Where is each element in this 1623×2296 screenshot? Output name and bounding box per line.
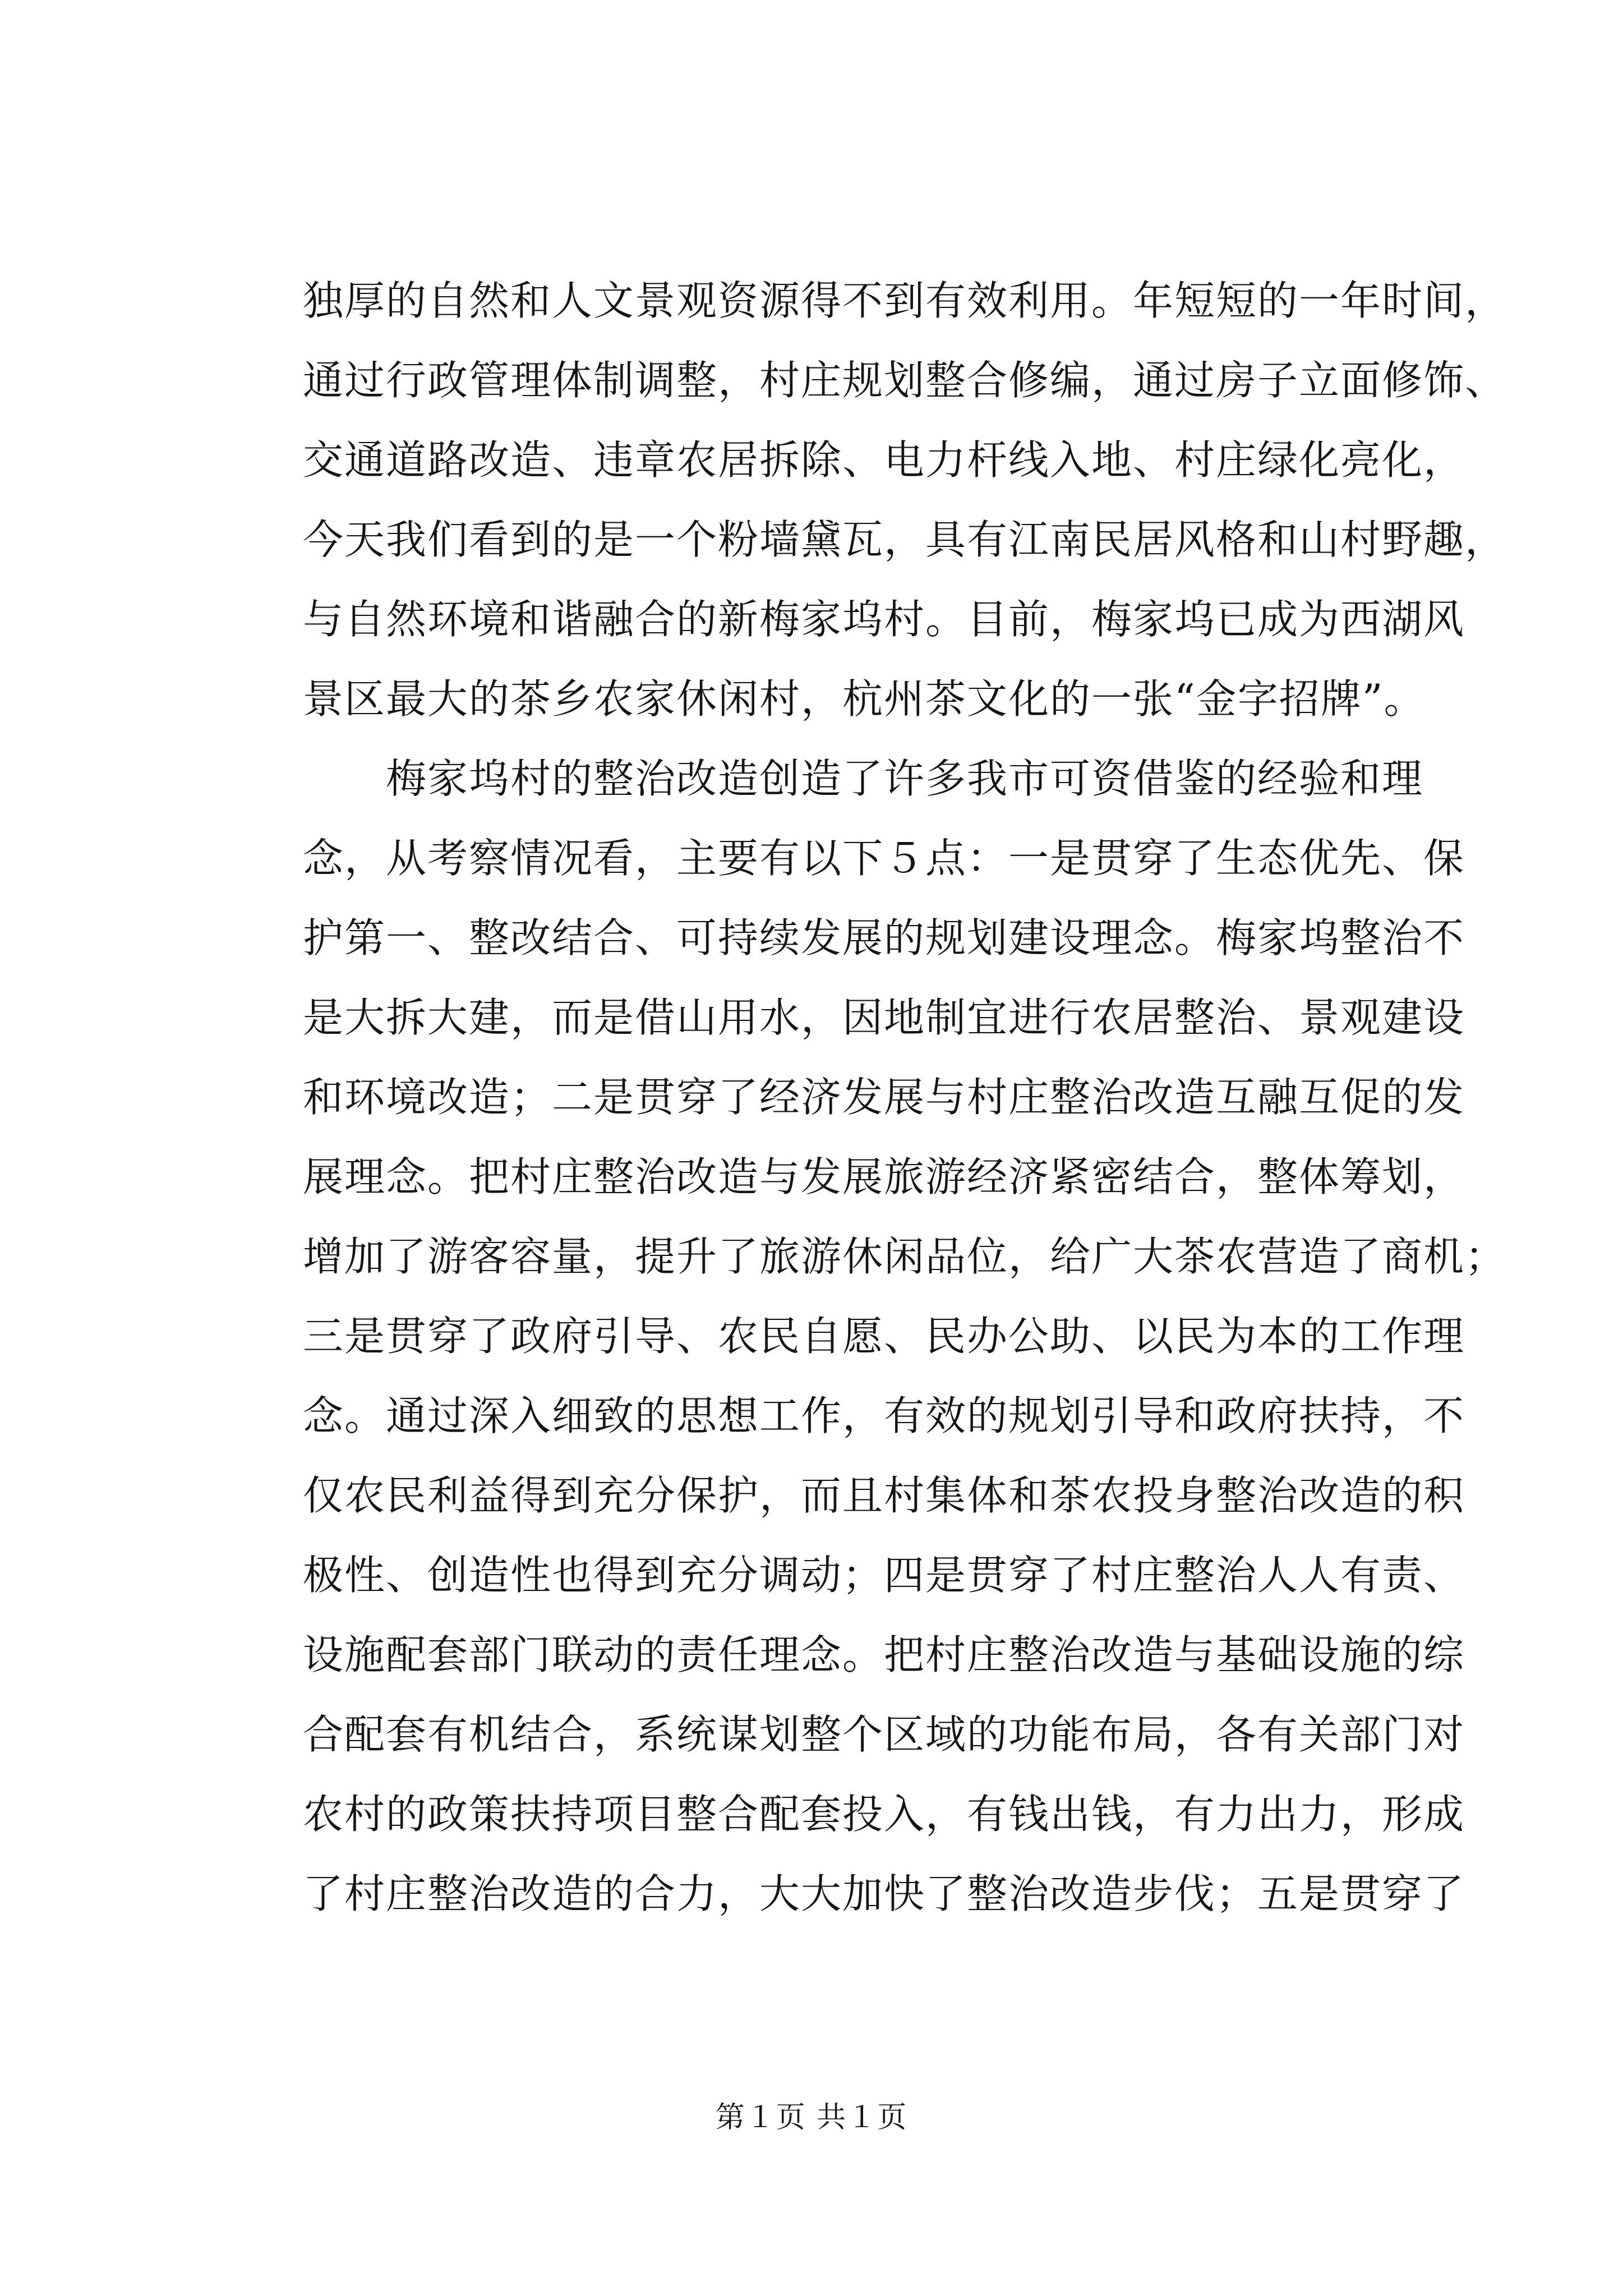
text-line: 增加了游客容量，提升了旅游休闲品位，给广大茶农营造了商机； [303,1233,1507,1280]
page-number-label: 第１页 共１页 [715,2101,908,2134]
text-line: 梅家坞村的整治改造创造了许多我市可资借鉴的经验和理 [303,755,1424,802]
text-line: 是大拆大建，而是借山用水，因地制宜进行农居整治、景观建设 [303,994,1465,1041]
text-line: 设施配套部门联动的责任理念。把村庄整治改造与基础设施的综 [303,1631,1465,1678]
text-line: 念，从考察情况看，主要有以下５点：一是贯穿了生态优先、保 [303,835,1465,882]
text-line: 护第一、整改结合、可持续发展的规划建设理念。梅家坞整治不 [303,914,1465,961]
text-line: 合配套有机结合，系统谋划整个区域的功能布局，各有关部门对 [303,1711,1465,1758]
text-line: 念。通过深入细致的思想工作，有效的规划引导和政府扶持，不 [303,1392,1465,1439]
text-line: 独厚的自然和人文景观资源得不到有效利用。年短短的一年时间， [303,277,1507,324]
text-line: 交通道路改造、违章农居拆除、电力杆线入地、村庄绿化亮化， [303,436,1465,484]
text-line: 和环境改造；二是贯穿了经济发展与村庄整治改造互融互促的发 [303,1074,1465,1121]
text-line: 今天我们看到的是一个粉墙黛瓦，具有江南民居风格和山村野趣， [303,516,1507,563]
page-footer [0,2101,1623,2134]
text-line: 仅农民利益得到充分保护，而且村集体和茶农投身整治改造的积 [303,1472,1465,1519]
text-line: 展理念。把村庄整治改造与发展旅游经济紧密结合，整体筹划， [303,1153,1465,1200]
body-text [303,261,1507,1934]
text-line: 了村庄整治改造的合力，大大加快了整治改造步伐；五是贯穿了 [303,1870,1465,1917]
text-line: 与自然环境和谐融合的新梅家坞村。目前，梅家坞已成为西湖风 [303,596,1465,643]
text-line: 三是贯穿了政府引导、农民自愿、民办公助、以民为本的工作理 [303,1313,1465,1360]
text-line: 通过行政管理体制调整，村庄规划整合修编，通过房子立面修饰、 [303,357,1507,404]
text-line: 农村的政策扶持项目整合配套投入，有钱出钱，有力出力，形成 [303,1791,1465,1838]
text-line: 景区最大的茶乡农家休闲村，杭州茶文化的一张“金字招牌”。 [303,675,1426,723]
text-line: 极性、创造性也得到充分调动；四是贯穿了村庄整治人人有责、 [303,1552,1465,1599]
